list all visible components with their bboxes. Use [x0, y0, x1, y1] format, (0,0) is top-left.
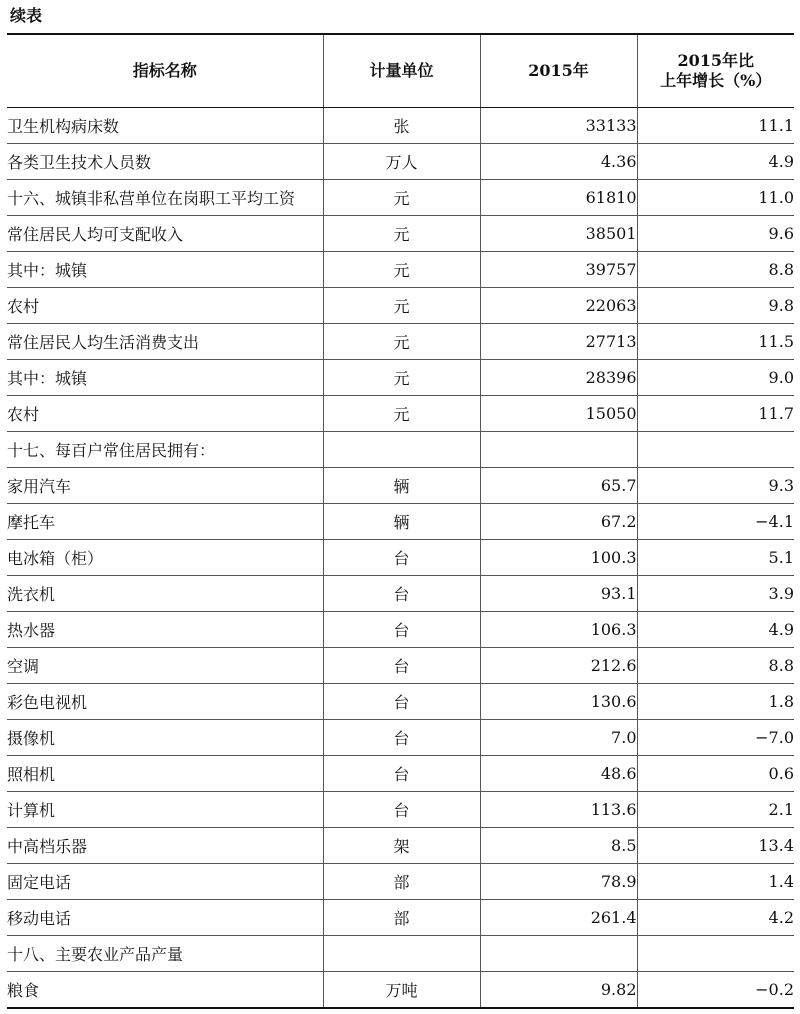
growth-rate-cell: 11.1 [637, 108, 794, 144]
value-2015-cell: 65.7 [480, 468, 637, 504]
header-indicator-name: 指标名称 [7, 34, 323, 108]
unit-cell: 万吨 [323, 972, 480, 1009]
growth-rate-cell: 2.1 [637, 792, 794, 828]
table-row [7, 720, 794, 756]
table-row [7, 972, 794, 1009]
value-2015-cell: 212.6 [480, 648, 637, 684]
growth-rate-cell: 11.0 [637, 180, 794, 216]
table-row [7, 864, 794, 900]
growth-rate-cell: 0.6 [637, 756, 794, 792]
unit-cell [323, 432, 480, 468]
unit-cell: 台 [323, 792, 480, 828]
value-2015-cell: 61810 [480, 180, 637, 216]
growth-rate-cell: 9.8 [637, 288, 794, 324]
table-row [7, 108, 794, 144]
value-2015-cell: 7.0 [480, 720, 637, 756]
indicator-name-cell: 常住居民人均生活消费支出 [7, 324, 323, 360]
table-row [7, 360, 794, 396]
unit-cell: 台 [323, 540, 480, 576]
growth-rate-cell: 3.9 [637, 576, 794, 612]
growth-rate-cell [637, 936, 794, 972]
indicator-name-cell: 十七、每百户常住居民拥有： [7, 432, 323, 468]
unit-cell: 元 [323, 216, 480, 252]
value-2015-cell: 38501 [480, 216, 637, 252]
table-row [7, 828, 794, 864]
value-2015-cell: 15050 [480, 396, 637, 432]
table-row [7, 576, 794, 612]
value-2015-cell: 22063 [480, 288, 637, 324]
value-2015-cell: 100.3 [480, 540, 637, 576]
indicator-name-cell: 各类卫生技术人员数 [7, 144, 323, 180]
indicator-name-cell: 其中：城镇 [7, 360, 323, 396]
unit-cell: 台 [323, 684, 480, 720]
indicator-name-cell: 摩托车 [7, 504, 323, 540]
value-2015-cell: 106.3 [480, 612, 637, 648]
table-caption: 续表 [10, 6, 43, 25]
indicator-name-cell: 彩色电视机 [7, 684, 323, 720]
growth-rate-cell: 5.1 [637, 540, 794, 576]
table-header [7, 34, 794, 108]
indicator-name-cell: 农村 [7, 288, 323, 324]
value-2015-cell: 113.6 [480, 792, 637, 828]
growth-rate-cell: 11.5 [637, 324, 794, 360]
value-2015-cell: 33133 [480, 108, 637, 144]
table-row [7, 144, 794, 180]
indicator-name-cell: 十八、主要农业产品产量 [7, 936, 323, 972]
value-2015-cell: 9.82 [480, 972, 637, 1009]
table-row [7, 468, 794, 504]
indicator-name-cell: 家用汽车 [7, 468, 323, 504]
table-row [7, 288, 794, 324]
indicator-name-cell: 其中：城镇 [7, 252, 323, 288]
header-growth-line1: 2015年比 [677, 51, 755, 70]
indicator-name-cell: 电冰箱（柜） [7, 540, 323, 576]
header-year-value: 2015年 [480, 34, 637, 108]
table-body [7, 108, 794, 1009]
header-unit: 计量单位 [323, 34, 480, 108]
growth-rate-cell: 4.9 [637, 612, 794, 648]
unit-cell: 部 [323, 864, 480, 900]
value-2015-cell: 8.5 [480, 828, 637, 864]
header-growth-line2: 上年增长（%） [660, 71, 772, 90]
table-row [7, 540, 794, 576]
unit-cell: 台 [323, 648, 480, 684]
table-row [7, 252, 794, 288]
table-row [7, 324, 794, 360]
unit-cell: 部 [323, 900, 480, 936]
indicator-name-cell: 固定电话 [7, 864, 323, 900]
indicator-name-cell: 粮食 [7, 972, 323, 1009]
value-2015-cell: 130.6 [480, 684, 637, 720]
value-2015-cell: 4.36 [480, 144, 637, 180]
value-2015-cell: 39757 [480, 252, 637, 288]
value-2015-cell: 93.1 [480, 576, 637, 612]
table-row [7, 612, 794, 648]
growth-rate-cell: 8.8 [637, 648, 794, 684]
growth-rate-cell: 8.8 [637, 252, 794, 288]
unit-cell: 元 [323, 396, 480, 432]
value-2015-cell: 28396 [480, 360, 637, 396]
table-row [7, 900, 794, 936]
value-2015-cell: 78.9 [480, 864, 637, 900]
table-row [7, 792, 794, 828]
indicator-name-cell: 十六、城镇非私营单位在岗职工平均工资 [7, 180, 323, 216]
unit-cell: 元 [323, 360, 480, 396]
growth-rate-cell: 9.0 [637, 360, 794, 396]
unit-cell: 辆 [323, 468, 480, 504]
table-row [7, 504, 794, 540]
unit-cell: 架 [323, 828, 480, 864]
unit-cell: 台 [323, 720, 480, 756]
growth-rate-cell: −4.1 [637, 504, 794, 540]
unit-cell [323, 936, 480, 972]
indicator-name-cell: 中高档乐器 [7, 828, 323, 864]
unit-cell: 元 [323, 324, 480, 360]
table-row [7, 180, 794, 216]
indicator-name-cell: 洗衣机 [7, 576, 323, 612]
growth-rate-cell: 4.9 [637, 144, 794, 180]
growth-rate-cell: 9.3 [637, 468, 794, 504]
growth-rate-cell [637, 432, 794, 468]
statistics-table [7, 33, 794, 1009]
table-row [7, 396, 794, 432]
unit-cell: 元 [323, 288, 480, 324]
indicator-name-cell: 农村 [7, 396, 323, 432]
growth-rate-cell: −7.0 [637, 720, 794, 756]
header-growth-rate [637, 34, 794, 108]
unit-cell: 张 [323, 108, 480, 144]
indicator-name-cell: 移动电话 [7, 900, 323, 936]
growth-rate-cell: −0.2 [637, 972, 794, 1009]
unit-cell: 台 [323, 576, 480, 612]
indicator-name-cell: 热水器 [7, 612, 323, 648]
table-row [7, 216, 794, 252]
indicator-name-cell: 卫生机构病床数 [7, 108, 323, 144]
indicator-name-cell: 摄像机 [7, 720, 323, 756]
unit-cell: 台 [323, 612, 480, 648]
table-row [7, 432, 794, 468]
unit-cell: 万人 [323, 144, 480, 180]
unit-cell: 台 [323, 756, 480, 792]
growth-rate-cell: 11.7 [637, 396, 794, 432]
indicator-name-cell: 照相机 [7, 756, 323, 792]
unit-cell: 元 [323, 180, 480, 216]
growth-rate-cell: 1.8 [637, 684, 794, 720]
header-row [7, 34, 794, 108]
growth-rate-cell: 1.4 [637, 864, 794, 900]
table-row [7, 756, 794, 792]
growth-rate-cell: 13.4 [637, 828, 794, 864]
value-2015-cell: 261.4 [480, 900, 637, 936]
indicator-name-cell: 常住居民人均可支配收入 [7, 216, 323, 252]
growth-rate-cell: 4.2 [637, 900, 794, 936]
value-2015-cell [480, 936, 637, 972]
unit-cell: 元 [323, 252, 480, 288]
unit-cell: 辆 [323, 504, 480, 540]
table-row [7, 648, 794, 684]
value-2015-cell: 67.2 [480, 504, 637, 540]
value-2015-cell [480, 432, 637, 468]
table-row [7, 936, 794, 972]
value-2015-cell: 27713 [480, 324, 637, 360]
indicator-name-cell: 计算机 [7, 792, 323, 828]
table-row [7, 684, 794, 720]
growth-rate-cell: 9.6 [637, 216, 794, 252]
value-2015-cell: 48.6 [480, 756, 637, 792]
indicator-name-cell: 空调 [7, 648, 323, 684]
